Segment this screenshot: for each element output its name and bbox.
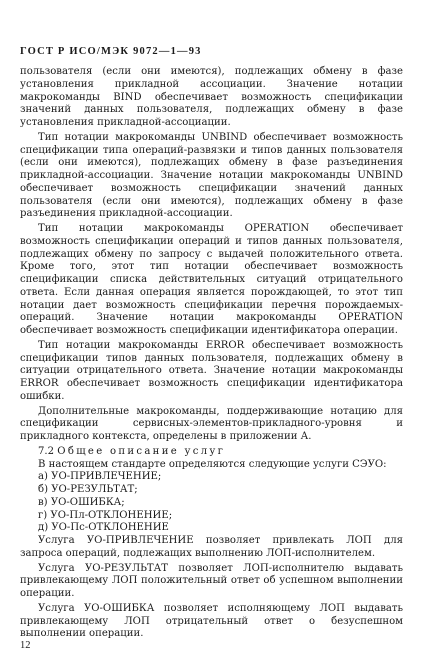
list-item: а) УО-ПРИВЛЕЧЕНИЕ; [38,471,162,483]
list-item: в) УО-ОШИБКА; [38,496,125,508]
page-number: 12 [20,640,31,651]
paragraph: Тип нотации макрокоманды UNBIND обеспечивает возможность спецификации типа операций-развязки и типов данных пользователя (если они имеются), подлежащих обмену в фазе разъединения прикладной-ассоциации. Значение нотации макрокоманды UNBIND обеспечивает возможность спецификации значений данных пользователя (если они имеются), подлежащих обмену в фазе разъединения прикладной-ассоциации. [20,131,403,220]
document-body [20,66,403,641]
service-paragraph: Услуга УО-ПРИВЛЕЧЕНИЕ позволяет привлекать ЛОП для запроса операций, подлежащих выполнению ЛОП-исполнителем. [20,535,403,559]
list-item: г) УО-Пл-ОТКЛОНЕНИЕ; [38,509,173,521]
paragraph: Тип нотации макрокоманды OPERATION обеспечивает возможность спецификации операций и типов данных пользователя, подлежащих обмену по запросу с выдачей положительного ответа. Кроме того, этот тип нотации обеспечивает возможность спецификации списка действительных ситуаций отрицательного ответа. Если данная операция является порождающей, то этот тип нотации дает возможность спецификации перечня порождаемых-операций. Значение нотации макрокоманды OPERATION обеспечивает возможность спецификации идентификатора операции. [20,223,403,336]
service-paragraph: Услуга УО-РЕЗУЛЬТАТ позволяет ЛОП-исполнителю выдавать привлекающему ЛОП положительный ответ об успешном выполнении операции. [20,562,403,599]
services-list [20,471,403,535]
document-header: ГОСТ Р ИСО/МЭК 9072—1—93 [20,46,202,57]
service-paragraph: Услуга УО-ОШИБКА позволяет исполняющему ЛОП выдавать привлекающему ЛОП отрицательный ответ о безуспешном выполнении операции. [20,602,403,640]
paragraph: пользователя (если они имеются), подлежащих обмену в фазе установления прикладной ассоциации. Значение нотации макрокоманды BIND обеспечивает возможность спецификации значений данных пользователя, подлежащих обмену в фазе установления прикладной-ассоциации. [20,66,403,128]
paragraph: Тип нотации макрокоманды ERROR обеспечивает возможность спецификации типов данных пользователя, подлежащих обмену в ситуации отрицательного ответа. Значение нотации макрокоманды ERROR обеспечивает возможность спецификации идентификатора ошибки. [20,339,403,402]
section-intro: В настоящем стандарте определяются следующие услуги СЭУО: [38,458,387,470]
list-item: д) УО-Пс-ОТКЛОНЕНИЕ [38,522,169,534]
section-number: 7.2 [38,445,55,457]
section-title: Общее описание услуг [57,445,226,457]
section-heading [20,446,403,459]
paragraph: Дополнительные макрокоманды, поддерживающие нотацию для спецификации сервисных-элементов-прикладного-уровня и прикладного контекста, определены в приложении А. [20,405,403,442]
list-item: б) УО-РЕЗУЛЬТАТ; [38,484,138,495]
